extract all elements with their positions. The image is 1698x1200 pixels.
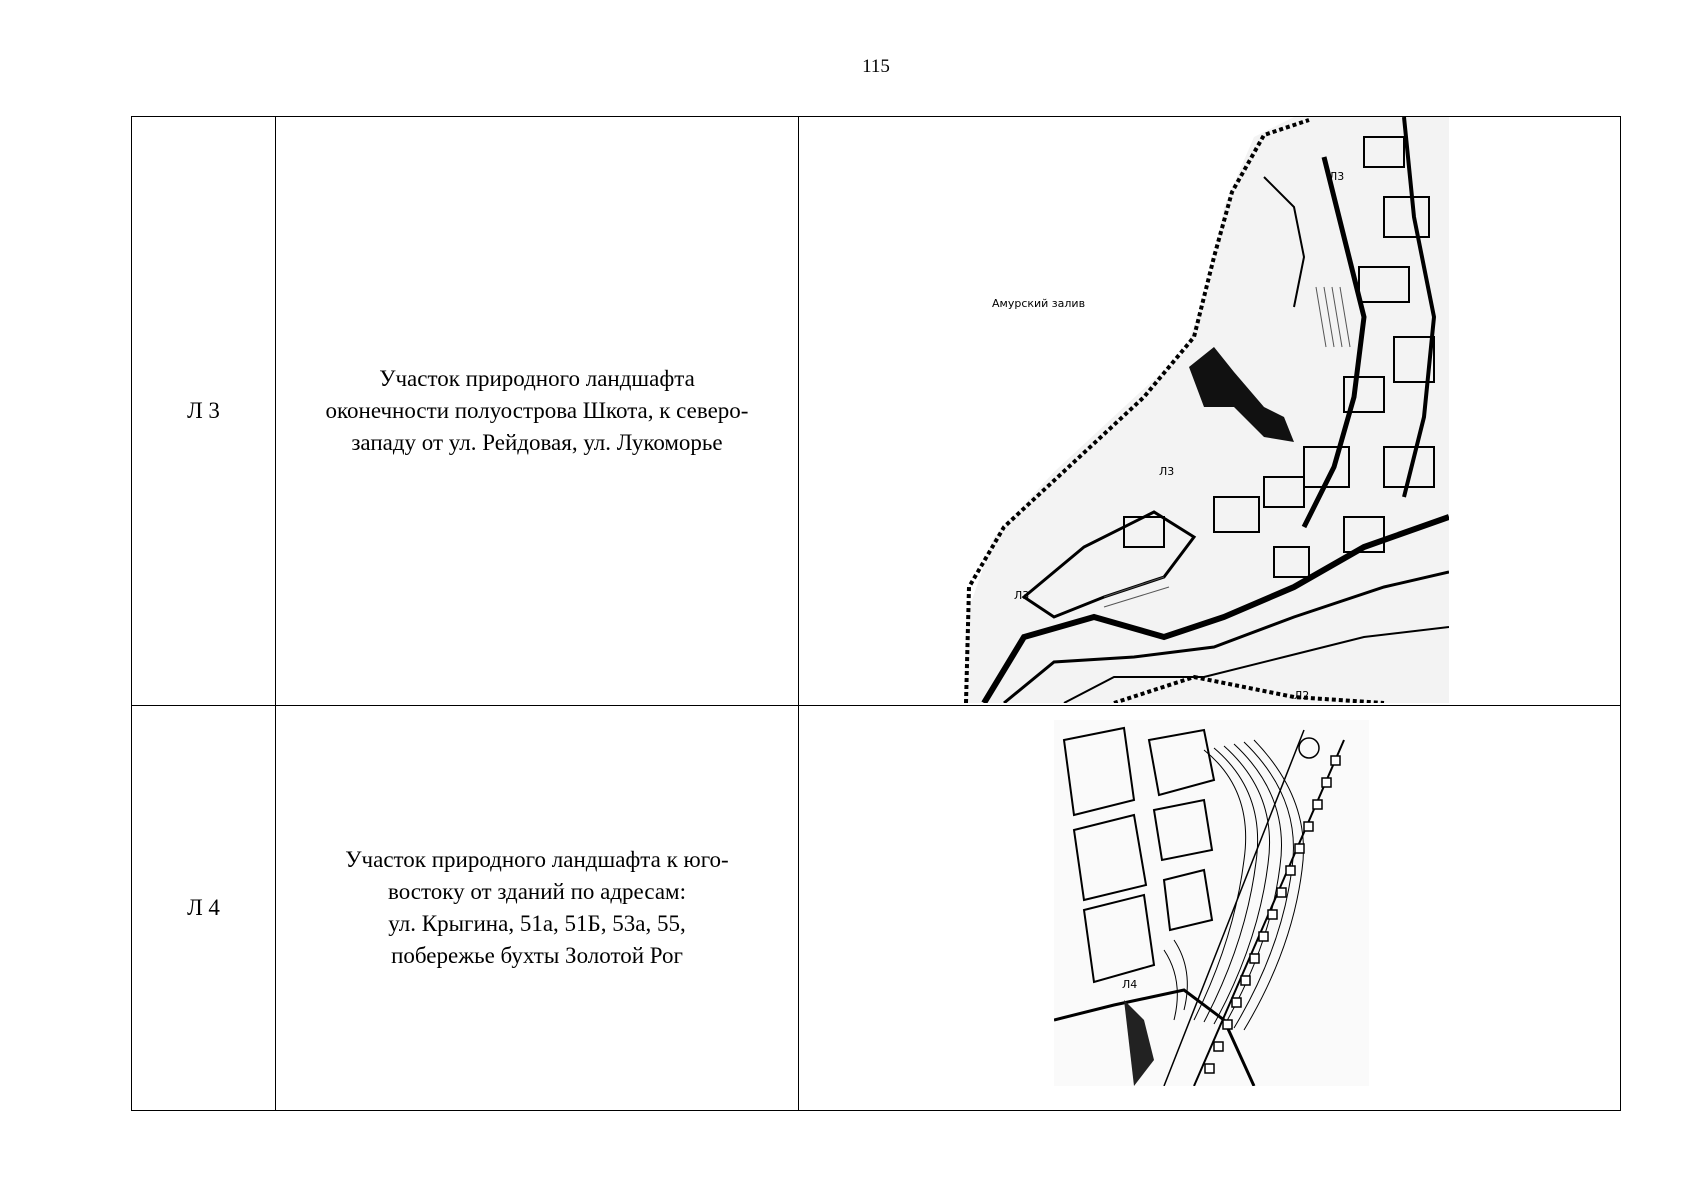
map-label-l2: Л2 xyxy=(1294,689,1310,702)
map-label-l4: Л4 xyxy=(1122,978,1138,991)
map-l3-image xyxy=(964,117,1449,703)
map-cell xyxy=(799,117,1621,706)
map-cell xyxy=(799,706,1621,1111)
page-number: 115 xyxy=(862,56,890,77)
map-label-l3-top: Л3 xyxy=(1329,170,1345,183)
table-row xyxy=(132,117,1621,706)
row-code: Л 4 xyxy=(132,706,276,1111)
map-l4-image xyxy=(1054,720,1369,1086)
table-row xyxy=(132,706,1621,1111)
row-description xyxy=(276,706,799,1111)
map-label-l3-low: Л3 xyxy=(1014,589,1030,602)
row-code: Л 3 xyxy=(132,117,276,706)
map-label-l3-mid: Л3 xyxy=(1159,465,1175,478)
row-description xyxy=(276,117,799,706)
row-description-text: Участок природного ландшафта оконечности полуострова Шкота, к северо- западу от ул. Рейдовая, ул. Лукоморье xyxy=(325,366,749,455)
landscape-table xyxy=(131,116,1621,1111)
row-description-text: Участок природного ландшафта к юго- востоку от зданий по адресам: ул. Крыгина, 51а, 51Б, 53а, 55, побережье бухты Золотой Рог xyxy=(345,847,729,968)
map-label-bay: Амурский залив xyxy=(992,297,1086,310)
